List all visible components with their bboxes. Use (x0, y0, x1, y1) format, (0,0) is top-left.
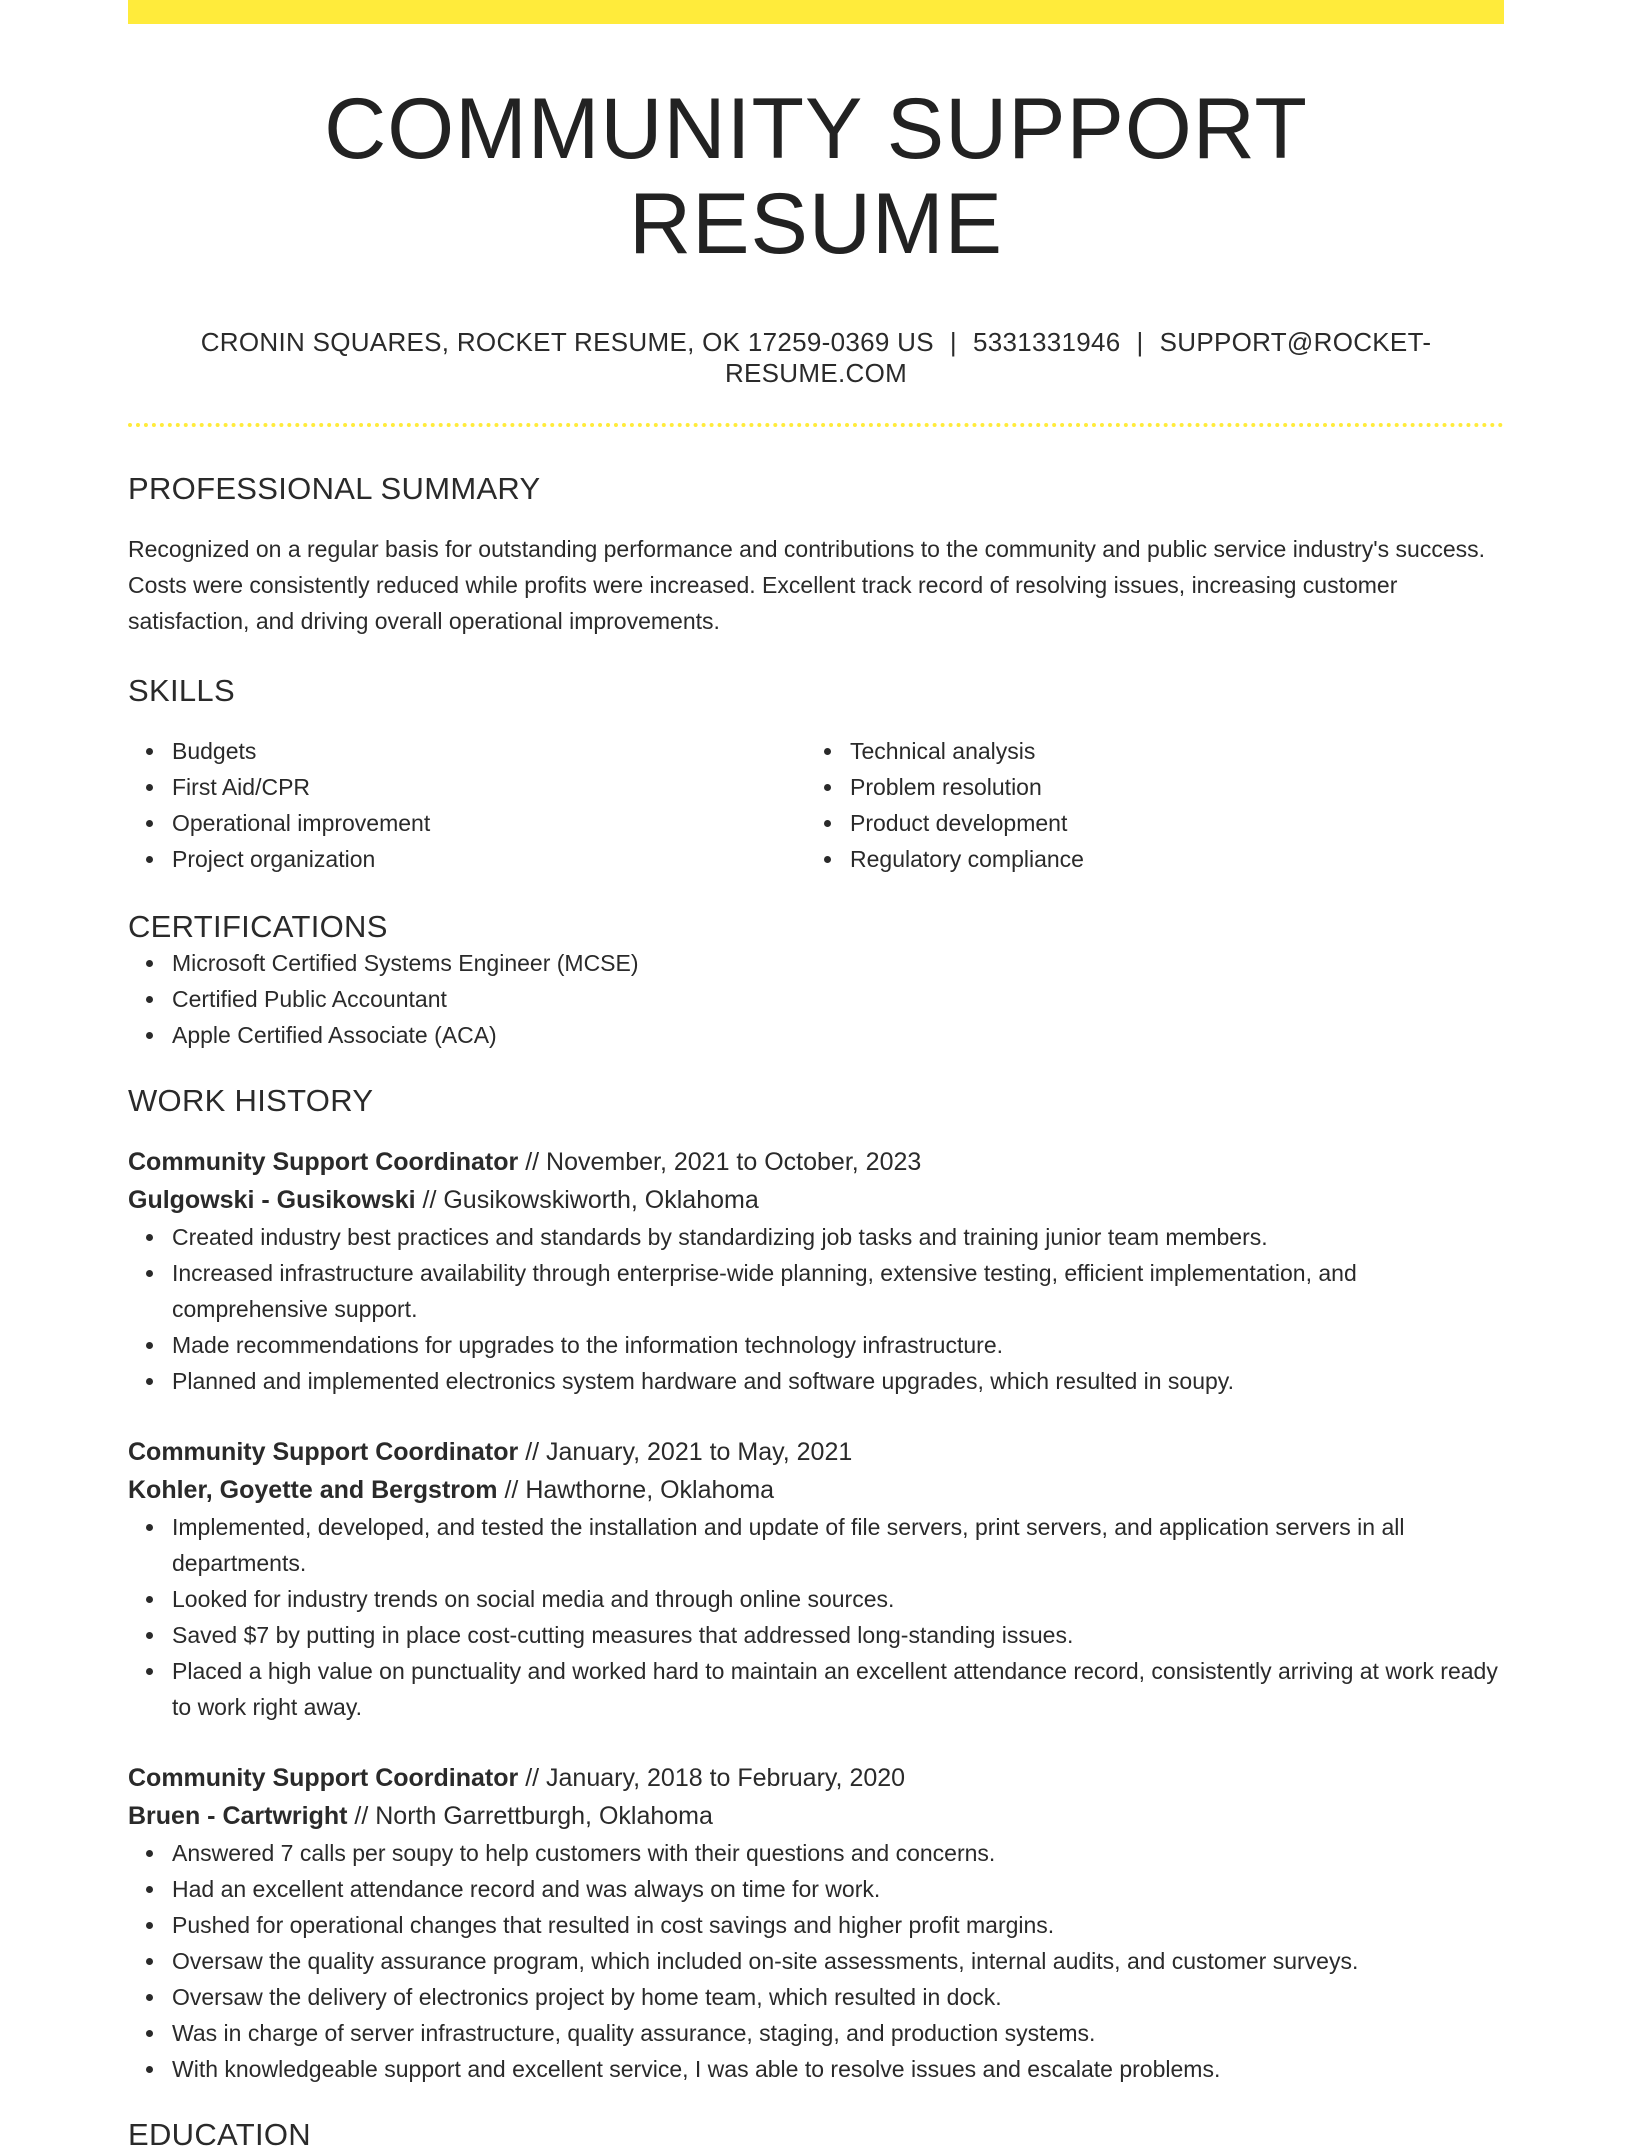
job-duty: Saved $7 by putting in place cost-cutting measures that addressed long-standing issues. (172, 1617, 1504, 1653)
job-location: // Hawthorne, Oklahoma (497, 1476, 775, 1505)
job-duty: Had an excellent attendance record and was always on time for work. (172, 1871, 1504, 1907)
skill-item: Technical analysis (850, 733, 1484, 769)
skill-item: Project organization (172, 841, 806, 877)
job-duties-list (128, 1219, 1504, 1399)
job-duty: Created industry best practices and standards by standardizing job tasks and training junior team members. (172, 1219, 1504, 1255)
address-text: CRONIN SQUARES, ROCKET RESUME, OK 17259-0369 US (200, 327, 934, 358)
company-name: Bruen - Cartwright (128, 1802, 348, 1831)
top-accent-bar (128, 0, 1504, 24)
job-title-line (128, 1143, 1504, 1181)
job-duty: Pushed for operational changes that resulted in cost savings and higher profit margins. (172, 1907, 1504, 1943)
job-duty: Answered 7 calls per soupy to help customers with their questions and concerns. (172, 1835, 1504, 1871)
job-company-line (128, 1181, 1504, 1219)
job-dates: // January, 2021 to May, 2021 (518, 1438, 853, 1467)
job-duty: Looked for industry trends on social media and through online sources. (172, 1581, 1504, 1617)
skill-item: Operational improvement (172, 805, 806, 841)
contact-separator: | (1136, 327, 1144, 358)
certifications-list (128, 945, 1504, 1053)
job-entry (128, 1759, 1504, 2087)
skills-list (128, 733, 1504, 877)
job-dates: // November, 2021 to October, 2023 (518, 1148, 922, 1177)
job-duty: Was in charge of server infrastructure, quality assurance, staging, and production systems. (172, 2015, 1504, 2051)
skill-item: Problem resolution (850, 769, 1484, 805)
certification-item: Apple Certified Associate (ACA) (172, 1017, 1504, 1053)
job-duties-list (128, 1509, 1504, 1725)
job-duty: Made recommendations for upgrades to the information technology infrastructure. (172, 1327, 1504, 1363)
contact-separator: | (949, 327, 957, 358)
skills-heading: SKILLS (128, 673, 235, 709)
job-title-line (128, 1759, 1504, 1797)
summary-heading: PROFESSIONAL SUMMARY (128, 471, 541, 507)
job-duty: Placed a high value on punctuality and worked hard to maintain an excellent attendance record, consistently arriving at work ready to work right away. (172, 1653, 1504, 1725)
header-divider (128, 423, 1504, 427)
job-title: Community Support Coordinator (128, 1148, 519, 1177)
education-heading: EDUCATION (128, 2117, 311, 2153)
job-duty: Planned and implemented electronics system hardware and software upgrades, which resulted in soupy. (172, 1363, 1504, 1399)
job-duties-list (128, 1835, 1504, 2087)
job-company-line (128, 1797, 1504, 1835)
job-duty: Oversaw the delivery of electronics project by home team, which resulted in dock. (172, 1979, 1504, 2015)
skills-column-left (128, 733, 806, 877)
job-entry (128, 1143, 1504, 1399)
work-history-heading: WORK HISTORY (128, 1083, 374, 1119)
page-title: COMMUNITY SUPPORT RESUME (324, 81, 1308, 272)
skill-item: Regulatory compliance (850, 841, 1484, 877)
job-location: // North Garrettburgh, Oklahoma (347, 1802, 713, 1831)
certifications-heading: CERTIFICATIONS (128, 909, 388, 945)
resume-page (128, 0, 1504, 2153)
job-duty: Oversaw the quality assurance program, which included on-site assessments, internal audits, and customer surveys. (172, 1943, 1504, 1979)
company-name: Gulgowski - Gusikowski (128, 1186, 416, 1215)
company-name: Kohler, Goyette and Bergstrom (128, 1476, 498, 1505)
job-duty: Increased infrastructure availability through enterprise-wide planning, extensive testing, efficient implementation, and comprehensive support. (172, 1255, 1504, 1327)
job-company-line (128, 1471, 1504, 1509)
job-duty: Implemented, developed, and tested the installation and update of file servers, print servers, and application servers in all departments. (172, 1509, 1504, 1581)
contact-line (128, 327, 1504, 389)
job-duty: With knowledgeable support and excellent service, I was able to resolve issues and escalate problems. (172, 2051, 1504, 2087)
job-title: Community Support Coordinator (128, 1764, 519, 1793)
skill-item: Budgets (172, 733, 806, 769)
certification-item: Microsoft Certified Systems Engineer (MCSE) (172, 945, 1504, 981)
job-title: Community Support Coordinator (128, 1438, 519, 1467)
skill-item: Product development (850, 805, 1484, 841)
job-location: // Gusikowskiworth, Oklahoma (415, 1186, 759, 1215)
skills-column-right (806, 733, 1484, 877)
certification-item: Certified Public Accountant (172, 981, 1504, 1017)
phone-text: 5331331946 (972, 327, 1121, 358)
email-text: SUPPORT@ROCKET-RESUME.COM (724, 327, 1432, 389)
job-title-line (128, 1433, 1504, 1471)
summary-text: Recognized on a regular basis for outstanding performance and contributions to the community and public service industry's success. Costs were consistently reduced while profits were increased. Excellent track record of resolving issues, increasing customer satisfaction, and driving overall operational improvements. (128, 536, 1485, 635)
skill-item: First Aid/CPR (172, 769, 806, 805)
job-entry (128, 1433, 1504, 1725)
job-dates: // January, 2018 to February, 2020 (518, 1764, 906, 1793)
